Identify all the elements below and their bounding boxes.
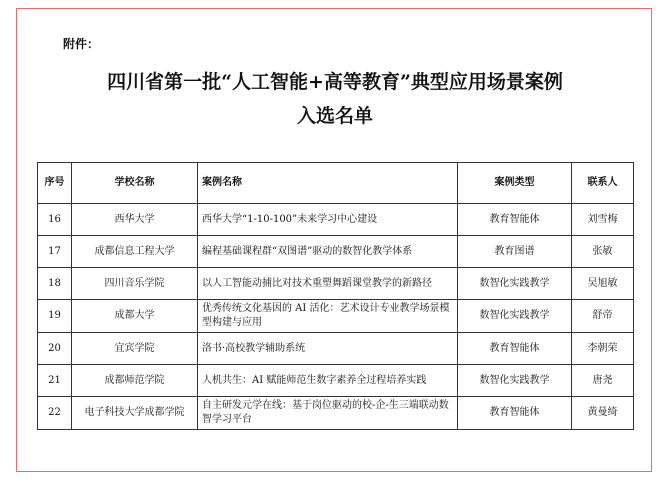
cell-contact: 刘雪梅: [572, 204, 634, 236]
table-row: [38, 397, 634, 430]
attachment-label: 附件：: [63, 37, 100, 51]
cell-type: 教育图谱: [458, 236, 572, 268]
cell-contact: 张敏: [572, 236, 634, 268]
cell-contact: 舒帝: [572, 300, 634, 333]
cell-type: 数智化实践教学: [458, 300, 572, 333]
cell-type: 数智化实践教学: [458, 268, 572, 300]
cell-no: 16: [38, 204, 72, 236]
cell-no: 19: [38, 300, 72, 333]
header-school: 学校名称: [72, 163, 198, 204]
cell-case: 西华大学“1-10-100”未来学习中心建设: [198, 204, 458, 236]
table-header-row: [38, 163, 634, 204]
table-row: [38, 204, 634, 236]
cell-case: 洛书·高校教学辅助系统: [198, 333, 458, 365]
header-case: 案例名称: [198, 163, 458, 204]
cell-type: 教育智能体: [458, 204, 572, 236]
table-row: [38, 268, 634, 300]
cell-type: 教育智能体: [458, 333, 572, 365]
cell-no: 20: [38, 333, 72, 365]
cell-case: 编程基础课程群“双图谱”驱动的数智化教学体系: [198, 236, 458, 268]
cell-school: 成都大学: [72, 300, 198, 333]
cell-contact: 黄曼绮: [572, 397, 634, 430]
document-title: 四川省第一批“人工智能+高等教育”典型应用场景案例: [107, 71, 563, 93]
cell-contact: 唐尧: [572, 365, 634, 397]
cell-school: 宜宾学院: [72, 333, 198, 365]
cell-school: 成都信息工程大学: [72, 236, 198, 268]
cell-case: 以人工智能动捕比对技术重塑舞蹈课堂教学的新路径: [198, 268, 458, 300]
header-type: 案例类型: [458, 163, 572, 204]
header-contact: 联系人: [572, 163, 634, 204]
cell-contact: 吴旭敏: [572, 268, 634, 300]
table-row: [38, 236, 634, 268]
cell-no: 17: [38, 236, 72, 268]
cell-case: 人机共生：AI 赋能师范生数字素养全过程培养实践: [198, 365, 458, 397]
header-no: 序号: [38, 163, 72, 204]
document-page: [16, 8, 652, 472]
cell-type: 教育智能体: [458, 397, 572, 430]
cell-no: 18: [38, 268, 72, 300]
cell-case: 自主研发元学在线：基于岗位驱动的校-企-生三端联动数智学习平台: [198, 397, 458, 430]
cell-type: 数智化实践教学: [458, 365, 572, 397]
cell-no: 21: [38, 365, 72, 397]
cell-school: 四川音乐学院: [72, 268, 198, 300]
cell-no: 22: [38, 397, 72, 430]
cell-case: 优秀传统文化基因的 AI 活化：艺术设计专业教学场景模型构建与应用: [198, 300, 458, 333]
cell-school: 电子科技大学成都学院: [72, 397, 198, 430]
table-row: [38, 365, 634, 397]
table-row: [38, 300, 634, 333]
cases-table: [37, 162, 634, 430]
document-subtitle: 入选名单: [296, 105, 373, 127]
table-row: [38, 333, 634, 365]
cell-school: 成都师范学院: [72, 365, 198, 397]
cell-contact: 李朝荣: [572, 333, 634, 365]
cell-school: 西华大学: [72, 204, 198, 236]
